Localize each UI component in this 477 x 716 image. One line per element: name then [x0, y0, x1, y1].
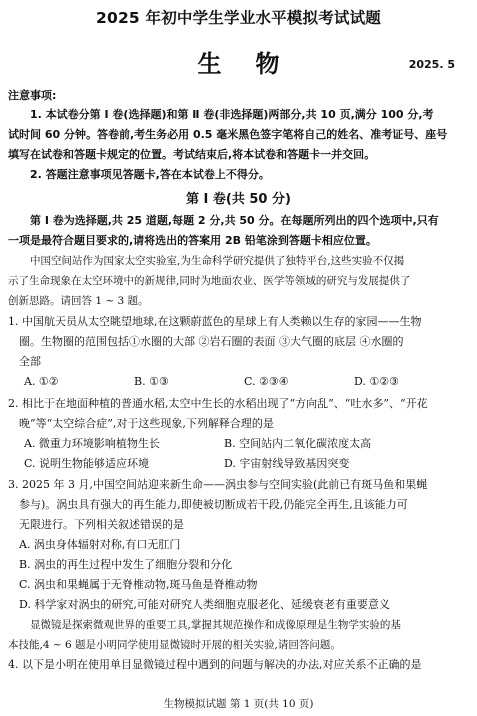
- notice-line-4: 2. 答题注意事项见答题卡,答在本试卷上不得分。: [30, 168, 270, 181]
- exam-date: 2025. 5: [408, 58, 455, 71]
- passage-2-line-2: 本技能,4 ~ 6 题是小明同学使用显微镜时开展的相关实验,请回答问题。: [8, 639, 341, 651]
- question-4-line-1: 4. 以下是小明在使用单目显微镜过程中遇到的问题与解决的办法,对应关系不正确的是: [8, 658, 422, 671]
- question-1-line-3: 全部: [19, 355, 41, 368]
- question-2-option-d: D. 宇宙射线导致基因突变: [224, 457, 350, 470]
- question-2-option-c: C. 说明生物能够适应环境: [24, 457, 150, 470]
- question-1-line-1: 1. 中国航天员从太空眺望地球,在这颗蔚蓝色的星球上有人类赖以生存的家园——生物: [8, 315, 422, 328]
- passage-1-line-3: 创新思路。请回答 1 ~ 3 题。: [8, 295, 149, 307]
- notice-heading: 注意事项:: [8, 89, 57, 102]
- question-3-option-a: A. 涡虫身体辐射对称,有口无肛门: [19, 538, 181, 551]
- passage-2-line-1: 显微镜是探索微观世界的重要工具,掌握其规范操作和成像原理是生物学实验的基: [30, 619, 401, 631]
- question-1-option-a: A. ①②: [24, 375, 59, 388]
- question-3-option-b: B. 涡虫的再生过程中发生了细胞分裂和分化: [19, 558, 233, 571]
- question-1-options: [24, 372, 469, 392]
- notice-line-1: 1. 本试卷分第 Ⅰ 卷(选择题)和第 Ⅱ 卷(非选择题)两部分,共 10 页,满分 100 分,考: [30, 108, 434, 121]
- exam-title: 2025 年初中学生学业水平模拟考试试题: [95, 9, 382, 27]
- question-1-line-2: 圈。生物圈的范围包括①水圈的大部 ②岩石圈的表面 ③大气圈的底层 ④水圈的: [19, 335, 404, 348]
- question-3-option-c: C. 涡虫和果蝇属于无脊椎动物,斑马鱼是脊椎动物: [19, 578, 258, 591]
- question-2-option-a: A. 微重力环境影响植物生长: [24, 437, 160, 450]
- subject-title: 生物: [197, 50, 314, 78]
- question-3-line-3: 无限进行。下列相关叙述错误的是: [19, 518, 184, 531]
- question-2-option-b: B. 空间站内二氧化碳浓度太高: [224, 437, 372, 450]
- question-3-line-1: 3. 2025 年 3 月,中国空间站迎来新生命——涡虫参与空间实验(此前已有斑马鱼和果蝇: [8, 478, 428, 491]
- section-1-instruction-1: 第 Ⅰ 卷为选择题,共 25 道题,每题 2 分,共 50 分。在每题所列出的四个选项中,只有: [30, 214, 439, 227]
- page-footer: 生物模拟试题 第 1 页(共 10 页): [163, 698, 314, 710]
- question-3-option-d: D. 科学家对涡虫的研究,可能对研究人类细胞克服老化、延缓衰老有重要意义: [19, 598, 390, 611]
- question-1-option-c: C. ②③④: [244, 375, 289, 388]
- question-3-line-2: 参与)。涡虫具有强大的再生能力,即使被切断成若干段,仍能完全再生,且该能力可: [19, 498, 408, 511]
- notice-line-2: 试时间 60 分钟。答卷前,考生务必用 0.5 毫米黑色签字笔将自己的姓名、准考证号、座号: [8, 128, 448, 141]
- question-2-line-1: 2. 相比于在地面种植的普通水稻,太空中生长的水稻出现了“方向乱”、“吐水多”、“开花: [8, 397, 428, 410]
- passage-1-line-1: 中国空间站作为国家太空实验室,为生命科学研究提供了独特平台,这些实验不仅揭: [30, 255, 405, 267]
- section-1-title: 第 Ⅰ 卷(共 50 分): [186, 192, 291, 207]
- notice-line-3: 填写在试卷和答题卡规定的位置。考试结束后,将本试卷和答题卡一并交回。: [8, 148, 376, 161]
- question-2-options-row-1: [24, 434, 469, 454]
- question-2-options-row-2: [24, 454, 469, 474]
- passage-1-line-2: 示了生命现象在太空环境中的新规律,同时为地面农业、医学等领域的研究与发展提供了: [8, 275, 411, 287]
- question-2-line-2: 晚”等“太空综合症”,对于这些现象,下列解释合理的是: [19, 417, 274, 430]
- question-1-option-b: B. ①③: [134, 375, 169, 388]
- question-1-option-d: D. ①②③: [354, 375, 400, 388]
- section-1-instruction-2: 一项是最符合题目要求的,请将选出的答案用 2B 铅笔涂到答题卡相应位置。: [8, 234, 377, 247]
